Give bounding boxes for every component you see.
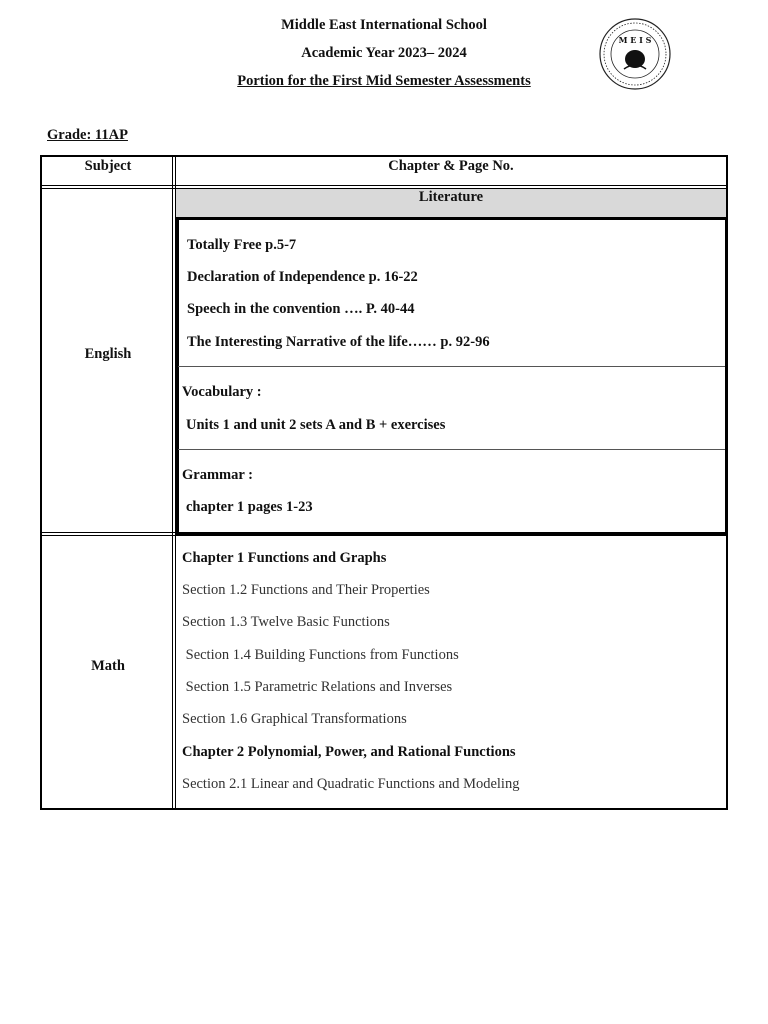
vocabulary-item: Units 1 and unit 2 sets A and B + exercises xyxy=(186,417,446,433)
school-logo xyxy=(598,17,672,91)
math-section: Section 1.4 Building Functions from Functions xyxy=(182,647,459,663)
grammar-item: chapter 1 pages 1-23 xyxy=(186,499,313,515)
subject-math: Math xyxy=(91,658,125,674)
literature-box xyxy=(176,217,728,535)
column-header-subject: Subject xyxy=(84,158,132,174)
literature-heading: Literature xyxy=(418,189,484,205)
literature-item: Speech in the convention …. P. 40-44 xyxy=(187,301,415,317)
math-section: Section 1.3 Twelve Basic Functions xyxy=(182,614,390,630)
literature-item: Totally Free p.5-7 xyxy=(187,237,297,253)
math-chapter-heading: Chapter 2 Polynomial, Power, and Rational Functions xyxy=(182,744,516,760)
academic-year: Academic Year 2023– 2024 xyxy=(301,45,467,61)
math-section: Section 1.2 Functions and Their Properties xyxy=(182,582,430,598)
divider xyxy=(178,449,725,450)
math-chapter-heading: Chapter 1 Functions and Graphs xyxy=(182,550,387,566)
table-bottom-border xyxy=(40,808,728,810)
grade-label: Grade: 11AP xyxy=(47,127,128,143)
literature-item: Declaration of Independence p. 16-22 xyxy=(187,269,418,285)
subject-english: English xyxy=(84,346,132,362)
math-section: Section 1.5 Parametric Relations and Inverses xyxy=(182,679,453,695)
school-name: Middle East International School xyxy=(281,17,487,33)
logo-text: M E I S xyxy=(618,35,652,45)
vocabulary-heading: Vocabulary : xyxy=(182,384,262,400)
divider xyxy=(178,366,725,367)
grammar-heading: Grammar : xyxy=(182,467,253,483)
math-section: Section 2.1 Linear and Quadratic Functions and Modeling xyxy=(182,776,520,792)
column-header-chapter: Chapter & Page No. xyxy=(388,158,514,174)
math-section: Section 1.6 Graphical Transformations xyxy=(182,711,407,727)
literature-item: The Interesting Narrative of the life…… p. 92-96 xyxy=(187,334,490,350)
portion-title: Portion for the First Mid Semester Assessments xyxy=(237,73,531,89)
